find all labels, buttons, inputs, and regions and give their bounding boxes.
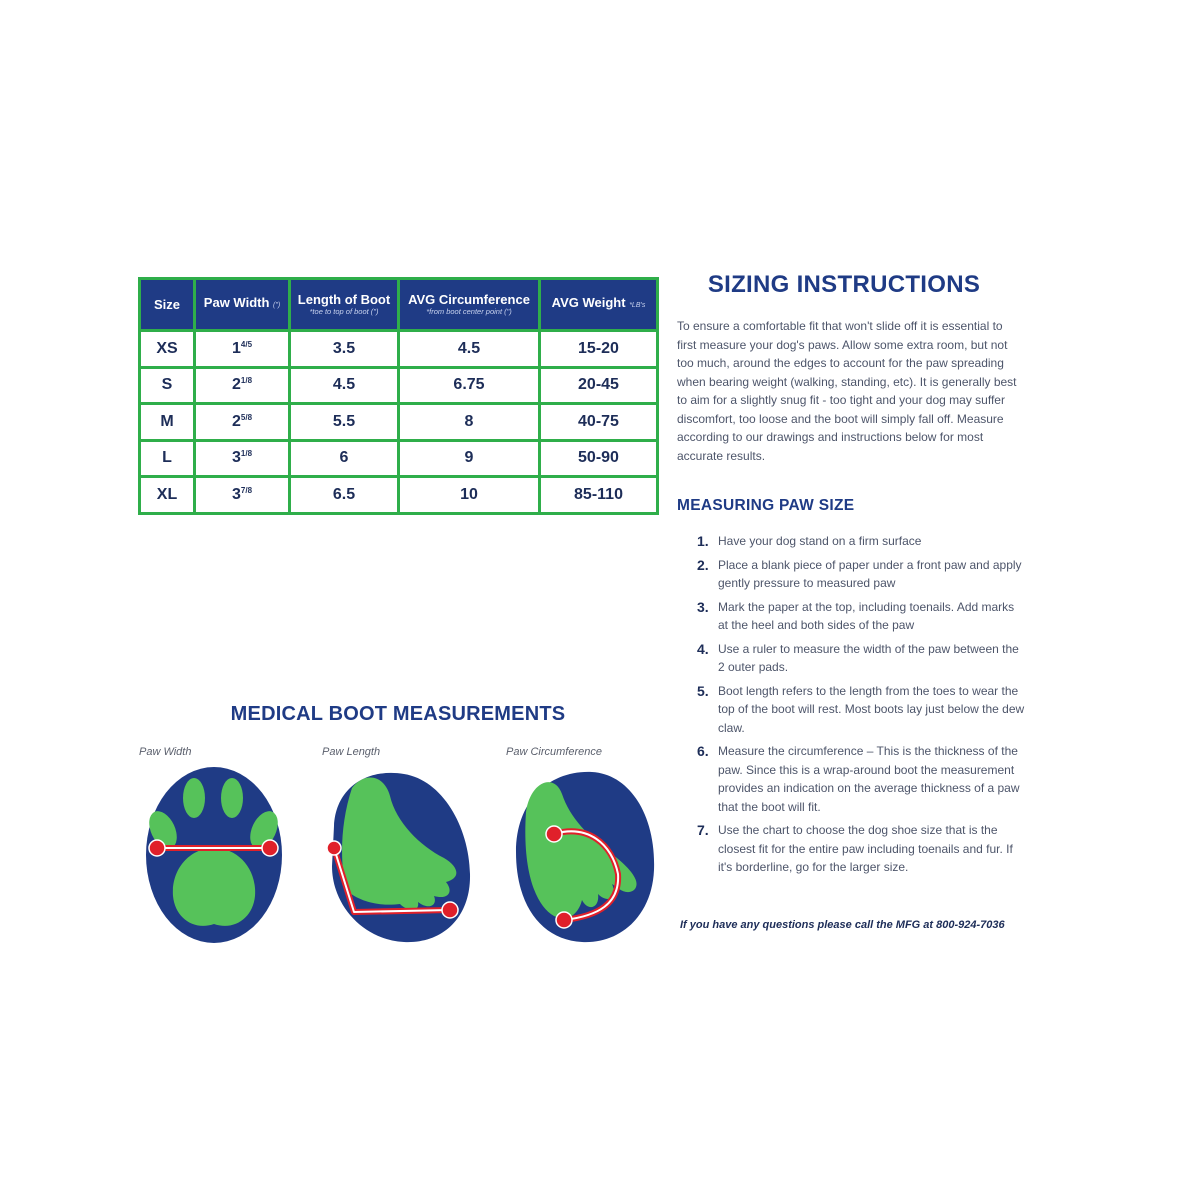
header-length: Length of Boot *toe to top of boot (") (290, 279, 399, 331)
header-size: Size (140, 279, 195, 331)
header-paw-width: Paw Width (") (195, 279, 290, 331)
step-number: 3. (697, 598, 709, 615)
measuring-paw-size-title: MEASURING PAW SIZE (677, 497, 855, 514)
table-row (140, 404, 658, 441)
cell-paw-width: $1^{4/5}$ (195, 331, 290, 368)
step-text: Measure the circumference – This is the thickness of the paw. Since this is a wrap-around boot the measurement provides an indication on the average thickness of a paw that the boot will fit. (718, 744, 1020, 814)
table-row (140, 331, 658, 368)
step-text: Use a ruler to measure the width of the paw between the 2 outer pads. (718, 641, 1019, 674)
cell-circumference: 4.5 (399, 331, 540, 368)
size-chart-table (138, 277, 659, 515)
cell-weight: 20-45 (540, 367, 658, 404)
header-weight: AVG Weight *LB's (540, 279, 658, 331)
list-item (697, 640, 1027, 677)
table-row (140, 477, 658, 514)
cell-weight: 15-20 (540, 331, 658, 368)
step-number: 4. (697, 640, 709, 657)
paw-circumference-label: Paw Circumference (506, 746, 602, 758)
list-item (697, 682, 1027, 738)
step-text: Mark the paper at the top, including toenails. Add marks at the heel and both sides of the paw (718, 599, 1015, 632)
measuring-steps-list (697, 532, 1027, 882)
step-number: 2. (697, 556, 709, 573)
paw-width-label: Paw Width (139, 746, 192, 758)
cell-circumference: 10 (399, 477, 540, 514)
step-number: 1. (697, 533, 709, 549)
cell-length: 4.5 (290, 367, 399, 404)
cell-paw-width: $3^{7/8}$ (195, 477, 290, 514)
cell-circumference: 8 (399, 404, 540, 441)
cell-size: L (140, 440, 195, 477)
cell-size: M (140, 404, 195, 441)
paw-width-icon (144, 766, 284, 946)
cell-size: XS (140, 331, 195, 368)
list-item (697, 742, 1027, 816)
list-item (697, 598, 1027, 635)
medical-boot-measurements-title: MEDICAL BOOT MEASUREMENTS (230, 703, 566, 725)
step-text: Use the chart to choose the dog shoe size that is the closest fit for the entire paw including toenails and fur. If it's borderline, go for the larger size. (718, 823, 1013, 874)
sizing-instructions-title: SIZING INSTRUCTIONS (707, 271, 981, 298)
step-text: Place a blank piece of paper under a front paw and apply gently pressure to measured paw (718, 557, 1022, 590)
cell-size: S (140, 367, 195, 404)
cell-weight: 50-90 (540, 440, 658, 477)
cell-weight: 40-75 (540, 404, 658, 441)
sizing-intro-text: To ensure a comfortable fit that won't slide off it is essential to first measure your dog's paws. Allow some extra room, but not too much, around the edges to account for the paw spreading when bearing weight (walking, standing, etc). It is generally best to aim for a slightly snug fit - too tight and your dog may suffer discomfort, too loose and the boot will simply fall off. Measure according to our drawings and instructions below for most accurate results. (677, 319, 1017, 463)
cell-paw-width: $2^{5/8}$ (195, 404, 290, 441)
cell-length: 6 (290, 440, 399, 477)
step-text: Have your dog stand on a firm surface (718, 534, 922, 548)
cell-length: 5.5 (290, 404, 399, 441)
cell-length: 3.5 (290, 331, 399, 368)
step-number: 6. (697, 743, 709, 759)
header-circumference: AVG Circumference *from boot center point (") (399, 279, 540, 331)
table-row (140, 367, 658, 404)
table-row (140, 440, 658, 477)
list-item (697, 532, 1027, 551)
cell-weight: 85-110 (540, 477, 658, 514)
cell-length: 6.5 (290, 477, 399, 514)
paw-length-label: Paw Length (322, 746, 381, 758)
cell-circumference: 9 (399, 440, 540, 477)
step-number: 7. (697, 822, 709, 838)
paw-length-icon (324, 766, 472, 946)
list-item (697, 556, 1027, 593)
contact-note: If you have any questions please call the MFG at 800-924-7036 (680, 919, 1005, 931)
table-header-row (140, 279, 658, 331)
step-number: 5. (697, 682, 709, 699)
cell-circumference: 6.75 (399, 367, 540, 404)
paw-circumference-icon (508, 766, 658, 946)
step-text: Boot length refers to the length from the toes to wear the top of the boot will rest. Most boots lay just below the dew claw. (718, 683, 1025, 735)
cell-size: XL (140, 477, 195, 514)
cell-paw-width: $2^{1/8}$ (195, 367, 290, 404)
list-item (697, 821, 1027, 877)
cell-paw-width: $3^{1/8}$ (195, 440, 290, 477)
